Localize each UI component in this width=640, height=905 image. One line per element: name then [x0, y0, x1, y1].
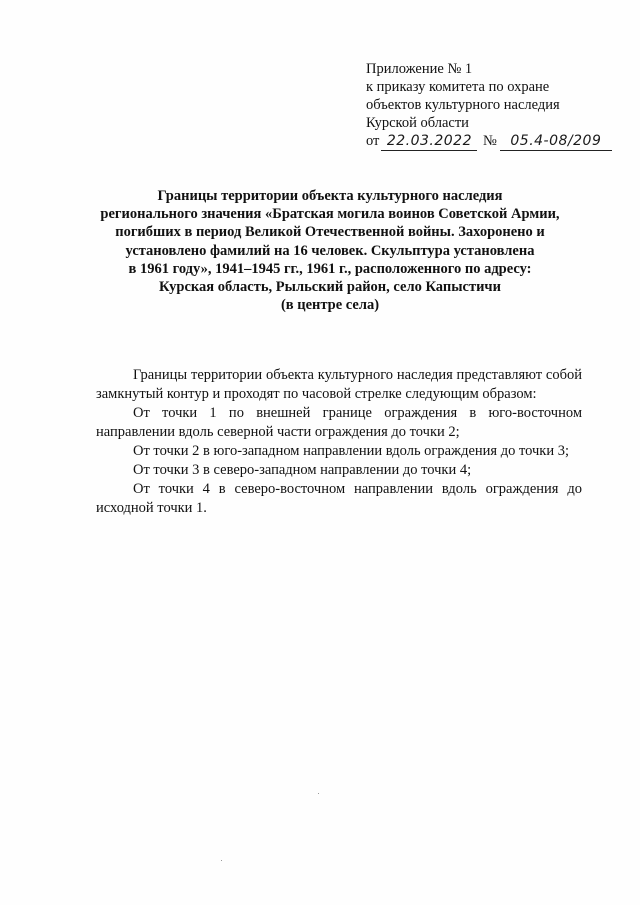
document-title: [80, 187, 580, 314]
body-paragraph: От точки 1 по внешней границе ограждения в юго-восточном направлении вдоль северной части ограждения до точки 2;: [96, 405, 582, 440]
appendix-date-number-line: [366, 132, 616, 151]
scan-speck: [221, 860, 222, 861]
title-line: установлено фамилий на 16 человек. Скульптура установлена: [125, 242, 535, 259]
title-line: Границы территории объекта культурного наследия: [157, 188, 503, 204]
appendix-title: Приложение № 1: [366, 61, 473, 77]
appendix-region-line: Курской области: [366, 115, 469, 131]
body-paragraph: От точки 4 в северо-восточном направлении вдоль ограждения до исходной точки 1.: [96, 481, 582, 516]
appendix-order-line: к приказу комитета по охране: [366, 79, 550, 95]
title-line: погибших в период Великой Отечественной войны. Захоронено и: [115, 224, 545, 241]
title-line: (в центре села): [280, 297, 380, 314]
title-line: Курская область, Рыльский район, село Капыстичи: [159, 279, 501, 296]
body-paragraph: Границы территории объекта культурного наследия представляют собой замкнутый контур и проходят по часовой стрелке следующим образом:: [96, 367, 582, 402]
appendix-committee-line: объектов культурного наследия: [366, 97, 560, 113]
document-body: [96, 366, 582, 518]
body-paragraph: От точки 3 в северо-западном направлении до точки 4;: [133, 462, 472, 478]
appendix-header: [366, 60, 616, 151]
scan-speck: [318, 793, 319, 794]
handwritten-number: 05.4-08/209: [500, 132, 612, 151]
title-line: регионального значения «Братская могила воинов Советской Армии,: [100, 206, 560, 223]
body-paragraph: От точки 2 в юго-западном направлении вдоль ограждения до точки 3;: [133, 443, 569, 459]
date-prefix: от: [366, 133, 380, 149]
handwritten-date: 22.03.2022: [381, 132, 477, 151]
title-line: в 1961 году», 1941–1945 гг., 1961 г., расположенного по адресу:: [128, 260, 532, 277]
number-prefix: №: [483, 133, 497, 149]
